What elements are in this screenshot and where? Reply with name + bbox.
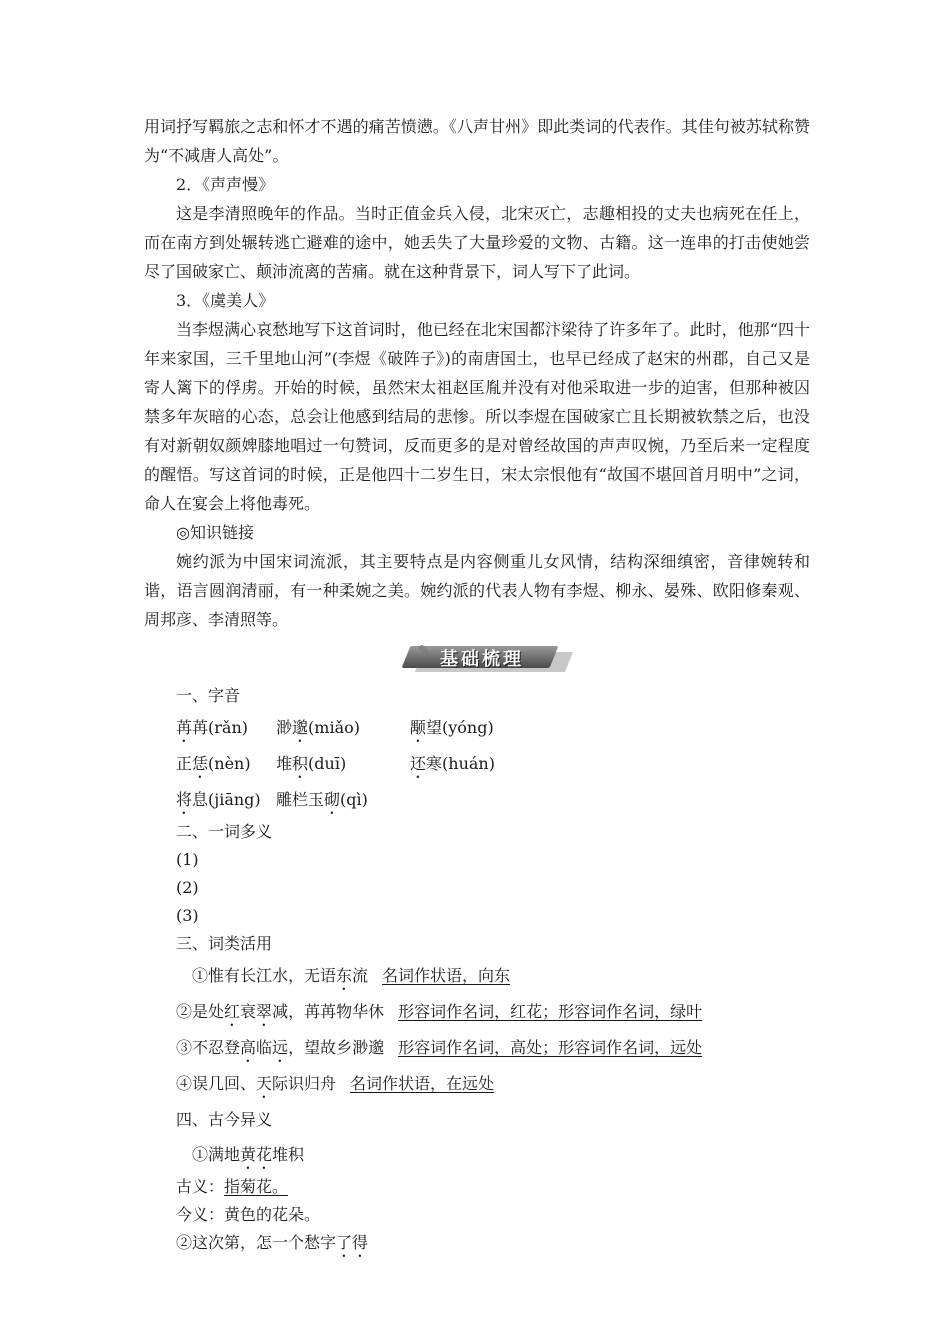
section-banner [144,638,810,680]
ancient-modern-item: ①满地黄花堆积 [192,1145,305,1164]
page-body [144,112,810,1261]
answer-text: 形容词作名词，红花；形容词作名词，绿叶 [398,1002,703,1021]
pron-item: 渺邈(miǎo) [276,718,360,737]
pron-item: 正恁(nèn) [176,754,251,773]
modern-meaning: 今义：黄色的花朵。 [176,1205,321,1224]
conversion-item: ①惟有长江水，无语东流 名词作状语，向东 [192,966,511,985]
pronunciation-row [176,710,810,746]
answer-text: 形容词作名词，高处；形容词作名词，远处 [398,1038,703,1057]
pron-item: 堆积(duī) [276,754,347,773]
answer-text: 指菊花。 [224,1177,289,1196]
knowledge-link-title: ◎知识链接 [176,523,254,542]
pronunciation-row [176,746,810,782]
section-heading-2: 2．《声声慢》 [176,175,275,194]
pron-item: 苒苒(rǎn) [176,718,248,737]
ancient-meaning: 古义：指菊花。 [176,1177,289,1196]
pronunciation-row [176,782,810,818]
answer-text: 名词作状语，在远处 [350,1074,495,1093]
conversion-item: ③不忍登高临远，望故乡渺邈 形容词作名词，高处；形容词作名词，远处 [176,1038,703,1057]
pron-item: 将息(jiāng) [176,790,261,809]
pronunciation-list [144,710,810,818]
pron-item: 雕栏玉砌(qì) [276,790,368,809]
polysemy-item: (3) [176,906,199,925]
intro-paragraph-2: 这是李清照晚年的作品。当时正值金兵入侵，北宋灭亡，志趣相投的丈夫也病死在任上，而在南方到处辗转逃亡避难的途中，她丢失了大量珍爱的文物、古籍。这一连串的打击使她尝尽了国破家亡、颠沛流离的苦痛。就在这种背景下，词人写下了此词。 [144,204,810,281]
ancient-modern-item: ②这次第，怎一个愁字了得 [176,1233,369,1252]
intro-paragraph-3: 当李煜满心哀愁地写下这首词时，他已经在北宋国都汴梁待了许多年了。此时，他那“四十年来家国，三千里地山河”(李煜《破阵子》)的南唐国土，也早已经成了赵宋的州郡，自己又是寄人篱下的俘虏。开始的时候，虽然宋太祖赵匡胤并没有对他采取进一步的迫害，但那种被囚禁多年灰暗的心态，总会让他感到结局的悲惨。所以李煜在国破家亡且长期被软禁之后，也没有对新朝奴颜婢膝地唱过一句赞词，反而更多的是对曾经故国的声声叹惋，乃至后来一定程度的醒悟。写这首词的时候，正是他四十二岁生日，宋太宗恨他有“故国不堪回首月明中”之词，命人在宴会上将他毒死。 [144,320,810,513]
answer-text: 名词作状语，向东 [382,966,511,985]
pronunciation-heading: 一、字音 [176,686,241,705]
banner-title: 基础梳理 [440,649,524,670]
pron-item: 还寒(huán) [410,754,495,773]
banner-decoration-icon: ✎ [418,643,430,659]
conversion-item: ②是处红衰翠减，苒苒物华休 形容词作名词，红花；形容词作名词，绿叶 [176,1002,703,1021]
conversion-item: ④误几回、天际识归舟 名词作状语，在远处 [176,1074,495,1093]
section-heading-3: 3．《虞美人》 [176,291,275,310]
intro-paragraph-1: 用词抒写羁旅之志和怀才不遇的痛苦愤懑。《八声甘州》即此类词的代表作。其佳句被苏轼称赞为“不减唐人高处”。 [144,117,810,165]
conversion-heading: 三、词类活用 [176,934,273,953]
knowledge-link-text: 婉约派为中国宋词流派，其主要特点是内容侧重儿女风情，结构深细缜密，音律婉转和谐，语言圆润清丽，有一种柔婉之美。婉约派的代表人物有李煜、柳永、晏殊、欧阳修秦观、周邦彦、李清照等。 [144,552,810,629]
polysemy-item: (1) [176,850,199,869]
polysemy-heading: 二、一词多义 [176,822,273,841]
ancient-modern-heading: 四、古今异义 [176,1110,273,1129]
pron-item: 颙望(yóng) [410,718,494,737]
polysemy-item: (2) [176,878,199,897]
